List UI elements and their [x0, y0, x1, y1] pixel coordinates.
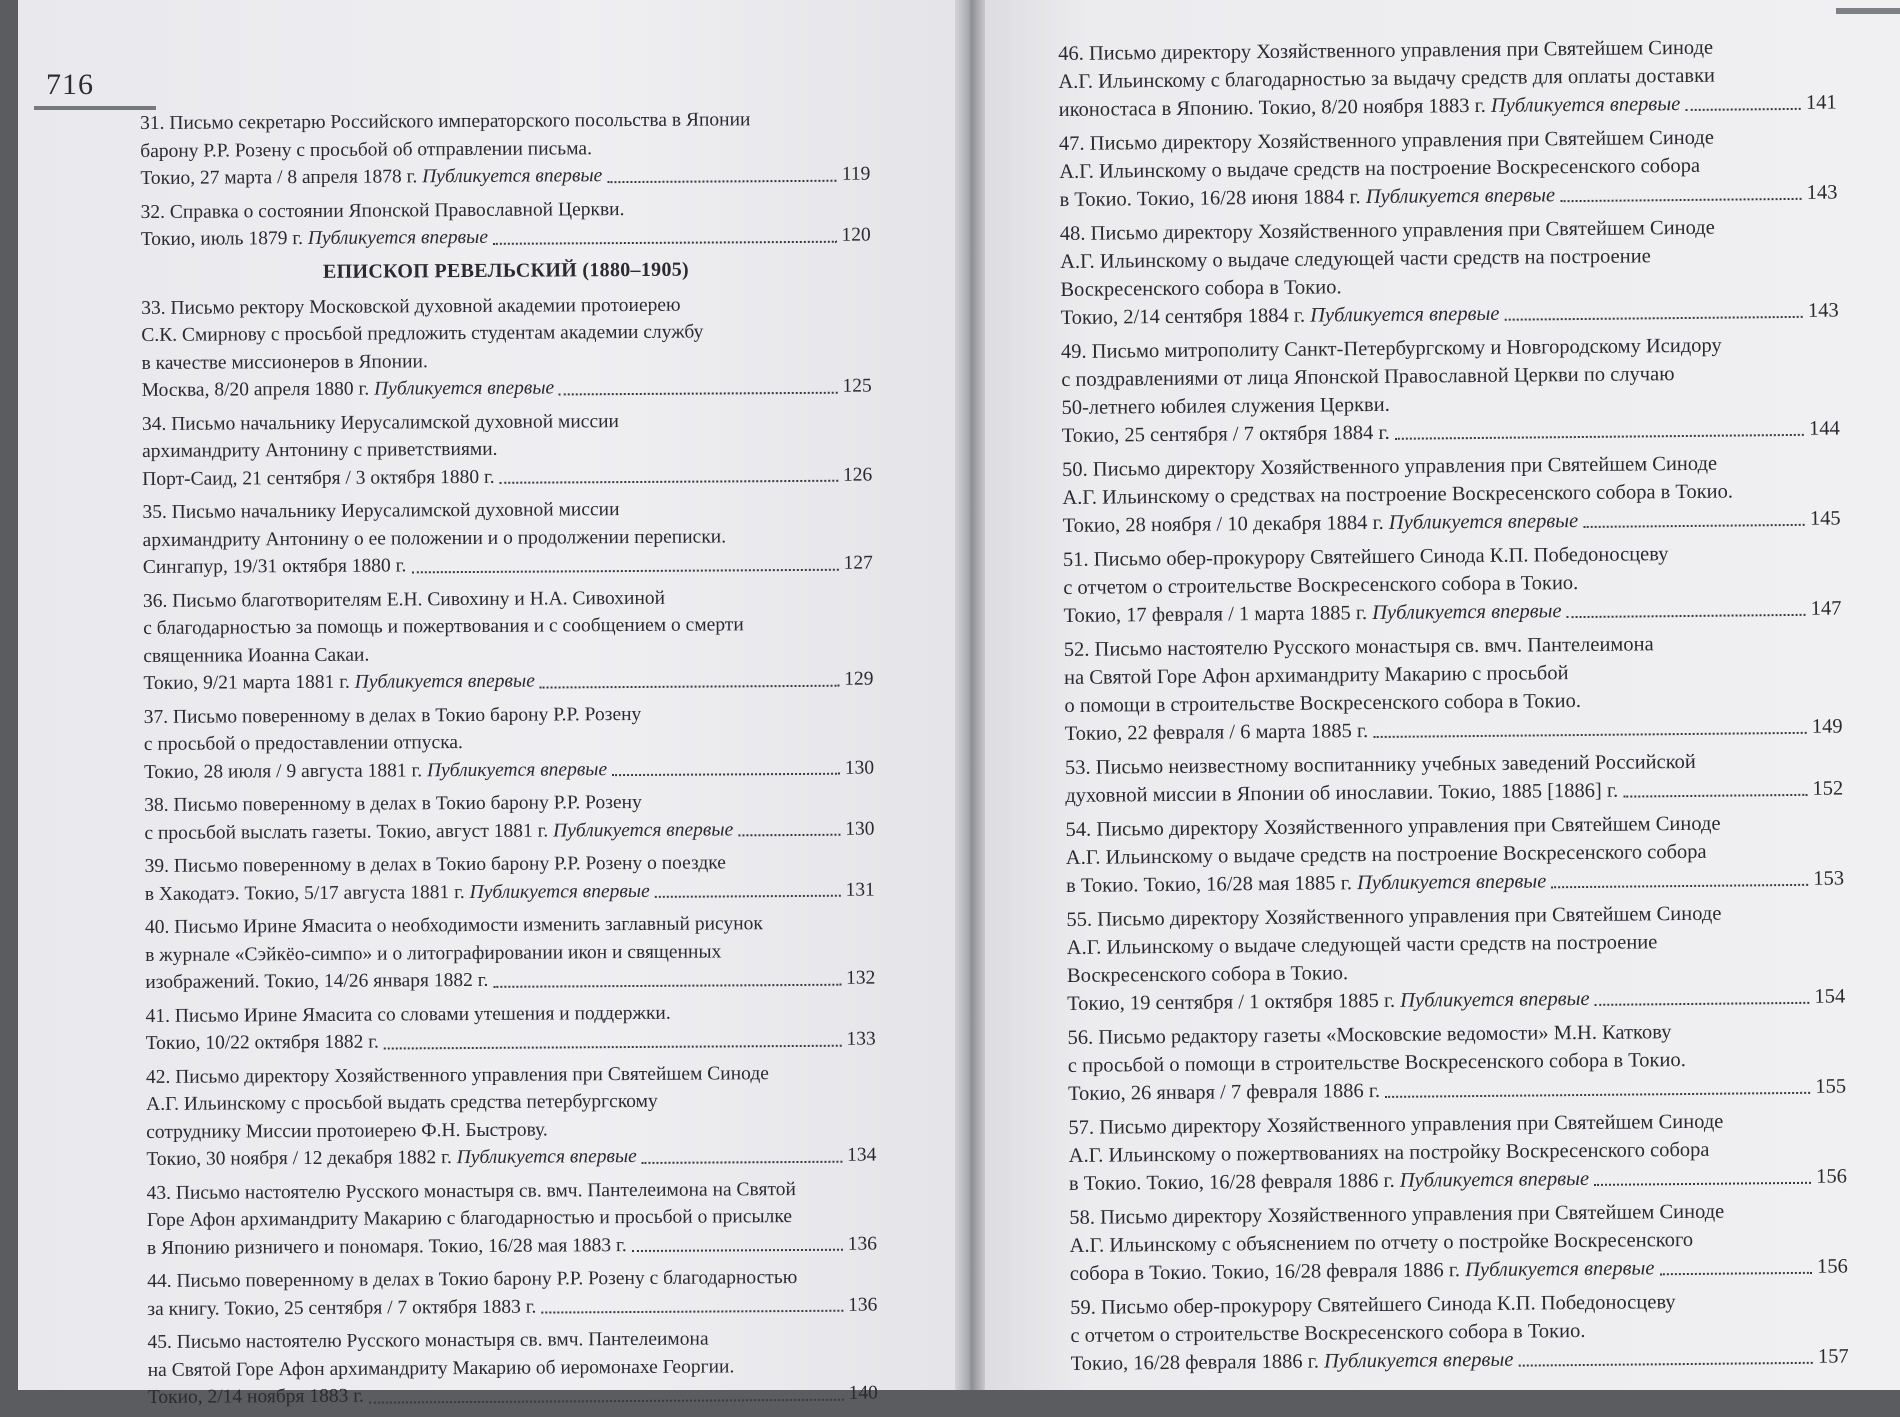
- toc-entry-line: 34. Письмо начальнику Иерусалимской духовной миссии: [141, 410, 620, 435]
- toc-entry-line: с отчетом о строительстве Воскресенского собора в Токио.: [1070, 1319, 1586, 1347]
- publication-note: Публикуется впервые: [469, 880, 650, 903]
- toc-entry-line: 31. Письмо секретарю Российского императорского посольства в Японии: [140, 109, 751, 134]
- dot-leader: [493, 981, 841, 987]
- toc-page-number: 144: [1808, 417, 1840, 440]
- publication-note: Публикуется впервые: [1400, 987, 1590, 1012]
- toc-entry-line: 58. Письмо директору Хозяйственного управления при Святейшем Синоде: [1069, 1200, 1725, 1229]
- dot-leader: [493, 238, 837, 244]
- toc-page-number: 132: [846, 967, 876, 989]
- toc-page-number: 119: [841, 163, 871, 185]
- toc-entry: [145, 849, 875, 908]
- toc-entry-text-wrap: [147, 1293, 536, 1323]
- toc-entry-line: на Святой Горе Афон архимандриту Макарию с просьбой: [1064, 662, 1569, 689]
- toc-entry: [147, 1325, 877, 1412]
- dot-leader: [1594, 1180, 1811, 1186]
- toc-entry-date: в Токио. Токио, 16/28 мая 1885 г.: [1066, 872, 1352, 897]
- toc-page-number: 126: [842, 464, 873, 486]
- toc-entry-date: в Хакодатэ. Токио, 5/17 августа 1881 г.: [144, 881, 465, 905]
- dot-leader: [500, 478, 838, 484]
- toc-entry-last-line: [147, 1230, 877, 1262]
- toc-entry-last-line: [147, 1291, 877, 1323]
- right-page: [978, 0, 1900, 1390]
- toc-entry-date: Токио, 2/14 ноября 1883 г.: [147, 1385, 364, 1408]
- toc-entry-line: Горе Афон архимандриту Макарию с благодарностью и просьбой о присылке: [146, 1206, 793, 1231]
- toc-entry-date: изображений. Токио, 14/26 января 1882 г.: [145, 969, 489, 993]
- toc-entry-line: Воскресенского собора в Токио.: [1060, 276, 1342, 301]
- publication-note: Публикуется впервые: [1372, 600, 1562, 625]
- toc-page-number: 143: [1806, 181, 1838, 204]
- toc-entry-line: А.Г. Ильинскому с объяснением по отчету о постройке Воскресенского: [1069, 1228, 1694, 1257]
- toc-entry-text-wrap: [1070, 1254, 1655, 1288]
- toc-entry-line: А.Г. Ильинскому с просьбой выдать средства петербургскому: [146, 1090, 658, 1115]
- toc-entry-line: 50. Письмо директору Хозяйственного управления при Святейшем Синоде: [1062, 452, 1718, 481]
- dot-leader: [1518, 1360, 1813, 1367]
- toc-entry-line: 39. Письмо поверенному в делах в Токио барону Р.Р. Розену о поездке: [144, 852, 726, 877]
- toc-entry-line: на Святой Горе Афон архимандриту Макарию об иеромонахе Георгии.: [147, 1355, 735, 1381]
- toc-entry-date: Москва, 8/20 апреля 1880 г.: [141, 378, 370, 401]
- dot-leader: [369, 1396, 844, 1403]
- publication-note: Публикуется впервые: [354, 670, 535, 693]
- toc-entry-text-wrap: [1063, 507, 1579, 540]
- toc-entry-last-line: [144, 815, 874, 847]
- toc-entry-date: иконостаса в Японию. Токио, 8/20 ноября 1883 г.: [1058, 94, 1486, 121]
- toc-entry-line: 48. Письмо директору Хозяйственного управления при Святейшем Синоде: [1059, 216, 1715, 245]
- toc-entry-line: А.Г. Ильинскому о средствах на построение Воскресенского собора в Токио.: [1062, 480, 1734, 509]
- toc-entry-line: в качестве миссионеров в Японии.: [141, 350, 428, 374]
- toc-page-number: 136: [847, 1233, 878, 1255]
- toc-entry-text-wrap: [1068, 1077, 1380, 1108]
- toc-page-number: 155: [1815, 1075, 1847, 1098]
- toc-entry-line: А.Г. Ильинскому о выдаче следующей части средств на построение: [1066, 931, 1658, 959]
- toc-entry: [142, 406, 872, 493]
- toc-entry-date: в Токио. Токио, 16/28 февраля 1886 г.: [1068, 1169, 1395, 1195]
- toc-entry-line: 32. Справка о состоянии Японской Православной Церкви.: [140, 198, 625, 223]
- publication-note: Публикуется впервые: [1490, 93, 1681, 117]
- toc-entry: [1068, 1106, 1847, 1197]
- toc-entry-line: 38. Письмо поверенному в делах в Токио барону Р.Р. Розену: [144, 791, 642, 816]
- toc-entry: [1065, 746, 1844, 809]
- toc-page-number: 134: [847, 1144, 877, 1166]
- toc-entry-last-line: [144, 754, 874, 786]
- page-number: 716: [46, 68, 94, 101]
- toc-entry: [1066, 898, 1845, 1017]
- toc-group-right: [1058, 33, 1849, 1378]
- dot-leader: [1385, 1090, 1810, 1098]
- toc-entry-line: 56. Письмо редактору газеты «Московские ведомости» М.Н. Каткову: [1067, 1021, 1672, 1049]
- toc-entry-last-line: [141, 222, 871, 254]
- toc-entry-date: Токио, 9/21 марта 1881 г.: [143, 671, 350, 694]
- dot-leader: [1623, 792, 1807, 798]
- dot-leader: [541, 1308, 843, 1314]
- toc-entry-last-line: [146, 1026, 876, 1058]
- toc-entry: [1065, 808, 1844, 899]
- book-gutter: [955, 0, 985, 1390]
- toc-entry-line: 54. Письмо директору Хозяйственного управления при Святейшем Синоде: [1065, 812, 1721, 841]
- publication-note: Публикуется впервые: [1365, 184, 1556, 209]
- dot-leader: [384, 1042, 842, 1049]
- toc-entry: [1061, 331, 1840, 450]
- toc-entry-text-wrap: [148, 1383, 364, 1412]
- toc-entry-line: 35. Письмо начальнику Иерусалимской духовной миссии: [142, 499, 620, 523]
- toc-entry-last-line: [142, 461, 872, 493]
- toc-entry-date: Токио, 22 февраля / 6 марта 1885 г.: [1064, 720, 1369, 745]
- toc-page-number: 129: [844, 668, 874, 690]
- dot-leader: [559, 389, 837, 395]
- toc-entry-date: Токио, 30 ноября / 12 декабря 1882 г.: [146, 1147, 452, 1170]
- toc-entry-line: 41. Письмо Ирине Ямасита со словами утешения и поддержки.: [145, 1002, 671, 1027]
- section-heading: ЕПИСКОП РЕВЕЛЬСКИЙ (1880–1905): [322, 258, 690, 283]
- toc-entry-line: 47. Письмо директору Хозяйственного управления при Святейшем Синоде: [1058, 126, 1715, 155]
- toc-page-number: 156: [1816, 1165, 1848, 1188]
- toc-entry-line: 51. Письмо обер-прокурору Святейшего Синода К.П. Победоносцеву: [1062, 543, 1669, 571]
- toc-entry-line: 42. Письмо директору Хозяйственного управления при Святейшем Синоде: [145, 1062, 769, 1088]
- toc-entry-text-wrap: [146, 1029, 379, 1058]
- toc-entry-date: с просьбой выслать газеты. Токио, август 1881 г.: [144, 820, 549, 844]
- toc-entry-line: 55. Письмо директору Хозяйственного управления при Святейшем Синоде: [1066, 902, 1722, 931]
- toc-entry-line: с отчетом о строительстве Воскресенского собора в Токио.: [1063, 572, 1579, 599]
- publication-note: Публикуется впервые: [1310, 302, 1500, 327]
- toc-entry-line: 36. Письмо благотворителям Е.Н. Сивохину и Н.А. Сивохиной: [142, 587, 666, 612]
- toc-entry-date: в Японию ризничего и пономаря. Токио, 16/28 мая 1883 г.: [146, 1234, 627, 1259]
- toc-entry-line: 40. Письмо Ирине Ямасита о необходимости изменить заглавный рисунок: [144, 913, 763, 938]
- toc-entry-date: Токио, 2/14 сентября 1884 г.: [1060, 304, 1306, 329]
- toc-entry-line: А.Г. Ильинскому о пожертвованиях на постройку Воскресенского собора: [1068, 1138, 1710, 1167]
- toc-entry-text-wrap: [1059, 181, 1555, 214]
- toc-entry-line: в журнале «Сэйкёо-симпо» и о литографировании икон и священных: [145, 940, 722, 966]
- dot-leader: [1583, 522, 1805, 528]
- dot-leader: [1660, 1270, 1813, 1275]
- dot-leader: [1567, 612, 1806, 618]
- left-page: [18, 0, 973, 1408]
- dot-leader: [1395, 432, 1804, 440]
- dot-leader: [642, 1158, 842, 1163]
- toc-page-number: 141: [1805, 91, 1837, 114]
- right-toc-column: [1058, 33, 1849, 1384]
- dot-leader: [632, 1247, 843, 1252]
- dot-leader: [540, 682, 839, 688]
- dot-leader: [1505, 314, 1803, 321]
- toc-entry-text-wrap: [143, 668, 534, 698]
- toc-entry-text-wrap: [142, 463, 495, 493]
- publication-note: Публикуется впервые: [1388, 510, 1579, 534]
- toc-entry: [143, 583, 874, 697]
- toc-entry-date: Токио, 28 ноября / 10 декабря 1884 г.: [1062, 511, 1384, 537]
- toc-entry-text-wrap: [1071, 1346, 1514, 1378]
- toc-entry-line: о помощи в строительстве Воскресенского собора в Токио.: [1064, 690, 1582, 717]
- toc-entry-line: 46. Письмо директору Хозяйственного управления при Святейшем Синоде: [1058, 36, 1714, 65]
- toc-entry: [1067, 1016, 1846, 1107]
- toc-entry-last-line: [143, 666, 873, 698]
- publication-note: Публикуется впервые: [1356, 870, 1547, 895]
- toc-entry-line: сотруднику Миссии протоиерею Ф.Н. Быстрову.: [146, 1119, 548, 1143]
- toc-entry-text-wrap: [142, 374, 555, 404]
- toc-entry-text-wrap: [147, 1232, 627, 1262]
- toc-entry-date: Токио, 19 сентября / 1 октября 1885 г.: [1067, 989, 1396, 1015]
- toc-entry-last-line: [145, 876, 875, 908]
- dot-leader: [1551, 882, 1808, 888]
- toc-entry-line: 53. Письмо неизвестному воспитаннику учебных заведений Российской: [1064, 750, 1696, 779]
- toc-entry-date: за книгу. Токио, 25 сентября / 7 октября 1883 г.: [147, 1296, 537, 1320]
- toc-entry-date: в Токио. Токио, 16/28 июня 1884 г.: [1059, 186, 1361, 211]
- header-rule: [34, 106, 156, 110]
- toc-entry-text-wrap: [1062, 419, 1390, 450]
- toc-page-number: 130: [845, 818, 875, 840]
- toc-entry-date: собора в Токио. Токио, 16/28 февраля 1886 г.: [1069, 1259, 1461, 1285]
- toc-entry: [1059, 123, 1838, 214]
- toc-entry-last-line: [148, 1380, 878, 1412]
- toc-entry-line: священника Иоанна Сакаи.: [143, 644, 370, 667]
- toc-page-number: 154: [1814, 985, 1846, 1008]
- toc-page-number: 140: [848, 1382, 878, 1404]
- toc-entry: [1060, 213, 1839, 332]
- toc-page-number: 131: [845, 879, 875, 901]
- toc-entry-date: Токио, 17 февраля / 1 марта 1885 г.: [1063, 602, 1368, 627]
- toc-page-number: 152: [1812, 777, 1844, 800]
- publication-note: Публикуется впервые: [426, 758, 608, 781]
- dot-leader: [1685, 106, 1801, 111]
- toc-entry: [146, 1059, 877, 1173]
- publication-note: Публикуется впервые: [422, 165, 603, 188]
- toc-entry-line: 49. Письмо митрополиту Санкт-Петербургскому и Новгородскому Исидору: [1060, 334, 1722, 363]
- toc-entry-line: А.Г. Ильинскому с благодарностью за выдачу средств для оплаты доставки: [1058, 64, 1716, 93]
- dot-leader: [607, 177, 837, 182]
- toc-entry: [145, 998, 875, 1057]
- toc-entry: [1062, 449, 1841, 540]
- toc-entry: [1064, 629, 1843, 748]
- toc-entry-line: 52. Письмо настоятелю Русского монастыря св. вмч. Пантелеимона: [1063, 633, 1654, 661]
- toc-entry-line: 59. Письмо обер-прокурору Святейшего Синода К.П. Победоносцеву: [1070, 1291, 1676, 1319]
- toc-entry: [144, 699, 874, 786]
- toc-entry-line: 57. Письмо директору Хозяйственного управления при Святейшем Синоде: [1068, 1110, 1724, 1139]
- toc-page-number: 157: [1817, 1345, 1849, 1368]
- toc-page-number: 133: [846, 1028, 876, 1050]
- toc-page-number: 156: [1816, 1255, 1848, 1278]
- toc-entry-line: 44. Письмо поверенному в делах в Токио барону Р.Р. Розену с благодарностью: [147, 1267, 798, 1292]
- toc-entry: [1063, 539, 1842, 630]
- corner-rule: [1836, 8, 1900, 14]
- toc-entry-line: с благодарностью за помощь и пожертвования и с сообщением о смерти: [143, 614, 744, 639]
- toc-entry-last-line: [142, 373, 872, 405]
- toc-entry: [141, 194, 871, 253]
- publication-note: Публикуется впервые: [1399, 1167, 1590, 1192]
- toc-group-after: [141, 290, 878, 1411]
- toc-entry-text-wrap: [146, 1143, 637, 1173]
- dot-leader: [612, 771, 840, 776]
- toc-entry: [140, 106, 870, 193]
- toc-page-number: 149: [1811, 715, 1843, 738]
- toc-entry-date: духовной миссии в Японии об инославии. Токио, 1885 [1886] г.: [1065, 779, 1619, 807]
- toc-entry-text-wrap: [1063, 597, 1561, 630]
- toc-entry-text-wrap: [1065, 777, 1618, 810]
- toc-entry-line: 43. Письмо настоятелю Русского монастыря св. вмч. Пантелеимона на Святой: [146, 1178, 796, 1204]
- toc-entry-date: Токио, 28 июля / 9 августа 1881 г.: [143, 759, 423, 783]
- dot-leader: [1595, 1000, 1810, 1006]
- toc-entry-line: с просьбой о помощи в строительстве Воскресенского собора в Токио.: [1067, 1049, 1686, 1077]
- publication-note: Публикуется впервые: [1465, 1257, 1655, 1282]
- toc-entry-text-wrap: [1067, 985, 1590, 1018]
- toc-entry-line: с поздравлениями от лица Японской Православной Церкви по случаю: [1061, 363, 1675, 391]
- dot-leader: [1373, 730, 1807, 738]
- publication-note: Публикуется впервые: [307, 226, 489, 249]
- publication-note: Публикуется впервые: [553, 818, 734, 841]
- toc-page-number: 153: [1813, 867, 1845, 890]
- toc-entry-text-wrap: [1066, 867, 1547, 900]
- toc-entry-text-wrap: [145, 877, 650, 908]
- toc-entry: [144, 788, 874, 847]
- toc-page-number: 145: [1809, 507, 1841, 530]
- toc-entry-line: 45. Письмо настоятелю Русского монастыря св. вмч. Пантелеимона: [147, 1328, 709, 1353]
- toc-entry: [1070, 1286, 1849, 1377]
- toc-entry: [145, 910, 875, 997]
- toc-entry-last-line: [146, 1142, 876, 1174]
- toc-page-number: 127: [843, 552, 873, 574]
- toc-page-number: 130: [844, 757, 875, 779]
- toc-entry-text-wrap: [144, 756, 607, 786]
- toc-page-number: 143: [1807, 299, 1839, 322]
- toc-entry-line: 33. Письмо ректору Московской духовной академии протоиерею: [141, 294, 681, 319]
- toc-entry-line: 50-летнего юбилея служения Церкви.: [1061, 393, 1390, 419]
- toc-page-number: 136: [847, 1294, 878, 1316]
- toc-entry-last-line: [140, 161, 870, 193]
- left-toc-column: [140, 106, 878, 1417]
- dot-leader: [411, 566, 838, 573]
- toc-entry-text-wrap: [140, 162, 602, 192]
- toc-page-number: 125: [842, 375, 872, 397]
- toc-entry-text-wrap: [143, 552, 407, 581]
- toc-entry-line: С.К. Смирнову с просьбой предложить студентам академии службу: [141, 321, 704, 346]
- toc-entry-text-wrap: [1069, 1165, 1589, 1198]
- publication-note: Публикуется впервые: [1323, 1348, 1514, 1373]
- toc-entry: [142, 495, 872, 582]
- toc-entry-line: архимандриту Антонину с приветствиями.: [142, 438, 498, 462]
- toc-entry-date: Токио, 25 сентября / 7 октября 1884 г.: [1061, 421, 1390, 447]
- toc-entry-last-line: [145, 965, 875, 997]
- toc-entry-line: А.Г. Ильинскому о выдаче следующей части средств на построение: [1060, 245, 1651, 273]
- toc-entry: [141, 290, 872, 404]
- toc-entry-line: А.Г. Ильинскому о выдаче средств на построение Воскресенского собора: [1065, 840, 1707, 869]
- toc-entry-line: архимандриту Антонину о ее положении и о продолжении переписки.: [142, 525, 727, 551]
- toc-page-number: 147: [1810, 597, 1842, 620]
- toc-entry: [147, 1175, 877, 1262]
- toc-page-number: 120: [841, 224, 871, 246]
- toc-group-before: [140, 106, 871, 254]
- toc-entry-date: Токио, 26 января / 7 февраля 1886 г.: [1068, 1079, 1381, 1105]
- toc-entry-date: Сингапур, 19/31 октября 1880 г.: [142, 555, 407, 578]
- toc-entry-last-line: [143, 550, 873, 582]
- toc-entry: [1058, 33, 1837, 124]
- toc-entry: [1069, 1196, 1848, 1287]
- toc-entry-text-wrap: [144, 816, 733, 847]
- toc-entry-text-wrap: [141, 224, 488, 254]
- dot-leader: [1560, 196, 1802, 202]
- toc-entry-date: Токио, 16/28 февраля 1886 г.: [1070, 1350, 1320, 1375]
- toc-entry-line: с просьбой о предоставлении отпуска.: [143, 732, 463, 755]
- toc-entry-text-wrap: [1065, 717, 1369, 748]
- toc-entry: [147, 1264, 877, 1323]
- publication-note: Публикуется впервые: [456, 1145, 637, 1169]
- toc-entry-text-wrap: [145, 967, 488, 997]
- toc-entry-line: Воскресенского собора в Токио.: [1066, 962, 1349, 987]
- toc-entry-text-wrap: [1059, 90, 1681, 124]
- toc-entry-date: Токио, 10/22 октября 1882 г.: [145, 1031, 379, 1054]
- toc-entry-line: 37. Письмо поверенному в делах в Токио барону Р.Р. Розену: [143, 703, 642, 728]
- publication-note: Публикуется впервые: [374, 377, 555, 400]
- dot-leader: [738, 832, 840, 837]
- toc-entry-text-wrap: [1061, 300, 1500, 332]
- toc-entry-date: Токио, 27 марта / 8 апреля 1878 г.: [140, 166, 418, 189]
- dot-leader: [655, 893, 841, 898]
- toc-entry-date: Порт-Саид, 21 сентября / 3 октября 1880 г.: [142, 466, 495, 490]
- toc-entry-date: Токио, июль 1879 г.: [140, 228, 304, 250]
- toc-entry-line: А.Г. Ильинскому о выдаче средств на построение Воскресенского собора: [1059, 154, 1701, 183]
- toc-entry-line: барону Р.Р. Розену с просьбой об отправлении письма.: [140, 137, 592, 162]
